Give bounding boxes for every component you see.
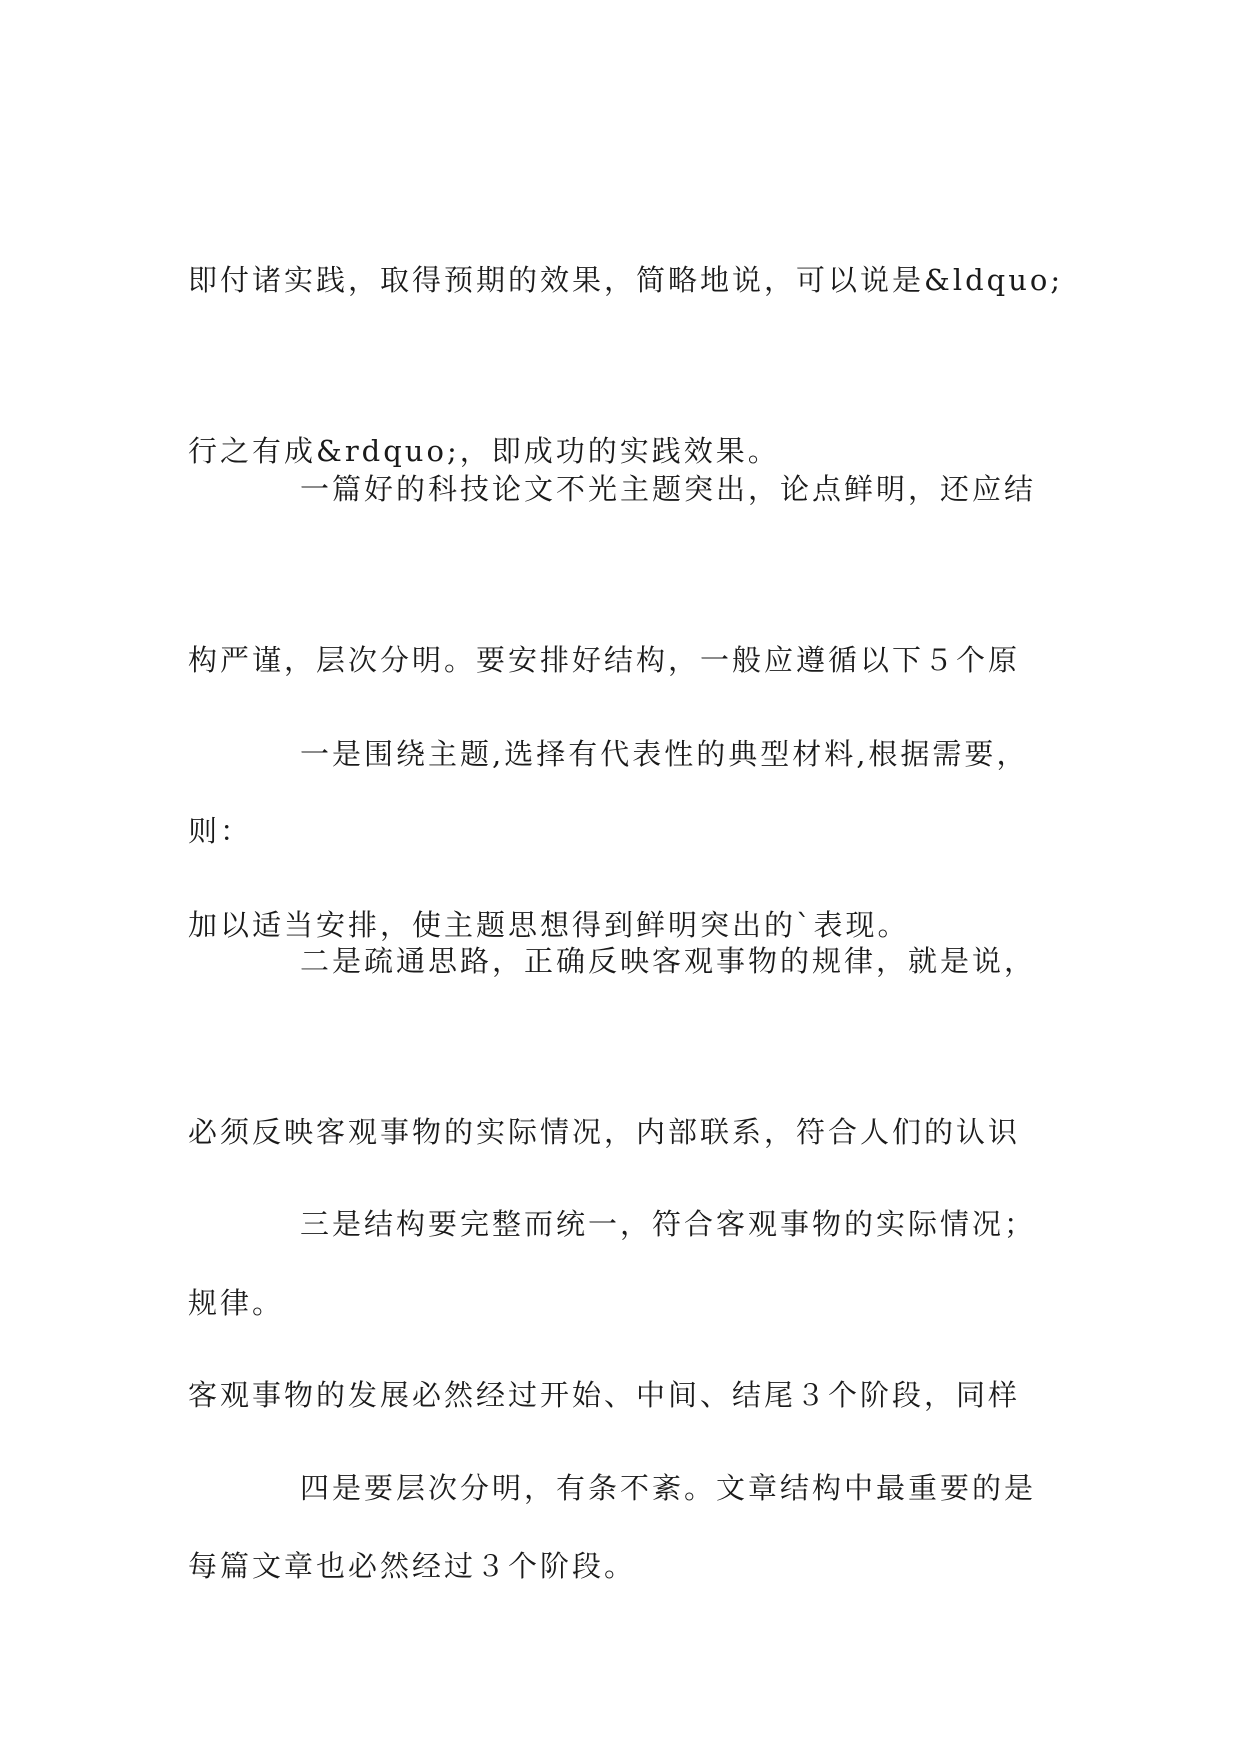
text-line: 四是要层次分明，有条不紊。文章结构中最重要的是 (300, 1471, 1037, 1505)
text-line: 则： (188, 814, 253, 848)
paragraph-principle-four (188, 1346, 1058, 1631)
text-line: 一篇好的科技论文不光主题突出，论点鲜明，还应结 (300, 472, 1037, 506)
text-line: 即付诸实践，取得预期的效果，简略地说，可以说是&ldquo; (188, 263, 1064, 297)
text-line: 构严谨，层次分明。要安排好结构，一般应遵循以下５个原 (188, 643, 1021, 677)
text-line: 加以适当安排，使主题思想得到鲜明突出的`表现。 (188, 908, 910, 942)
text-line: 规律。 (188, 1286, 285, 1320)
text-line: 三是结构要完整而统一，符合客观事物的实际情况； (300, 1207, 1037, 1241)
text-line: 行之有成&rdquo;，即成功的实践效果。 (188, 434, 780, 468)
text-line: 一是围绕主题,选择有代表性的典型材料,根据需要， (300, 737, 1029, 771)
text-line: 客观事物的发展必然经过开始、中间、结尾３个阶段，同样 (188, 1378, 1021, 1412)
text-line: 必须反映客观事物的实际情况，内部联系，符合人们的认识 (188, 1115, 1021, 1149)
text-line: 二是疏通思路，正确反映客观事物的规律，就是说， (300, 944, 1037, 978)
text-line: 每篇文章也必然经过３个阶段。 (188, 1549, 637, 1583)
